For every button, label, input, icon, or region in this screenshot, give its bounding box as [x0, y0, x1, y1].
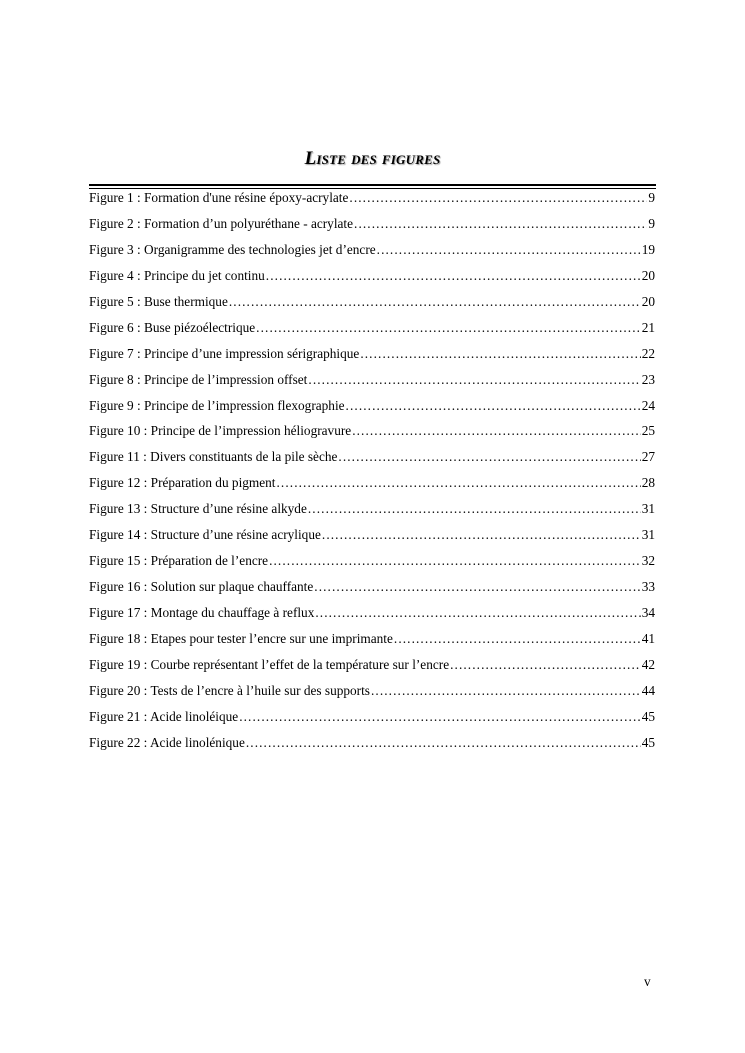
figure-entry[interactable] — [89, 421, 655, 447]
figure-entry[interactable] — [89, 266, 655, 292]
figure-entry-label: Figure 2 : Formation d’un polyuréthane - acrylate — [89, 215, 354, 231]
figure-entry-page: 22 — [641, 345, 655, 361]
dot-leader — [450, 655, 641, 674]
figure-entry[interactable] — [89, 240, 655, 266]
figure-entry-page: 21 — [641, 319, 655, 335]
figure-entry-label: Figure 19 : Courbe représentant l’effet de la température sur l’encre — [89, 656, 450, 672]
figure-entry-page: 32 — [641, 553, 655, 569]
figure-entry-page: 28 — [641, 475, 655, 491]
dot-leader — [377, 240, 641, 259]
figure-entry[interactable] — [89, 292, 655, 318]
figure-entry[interactable] — [89, 603, 655, 629]
figure-entry-page: 9 — [648, 215, 655, 231]
figure-entry[interactable] — [89, 499, 655, 525]
dot-leader — [308, 499, 641, 518]
figure-entry-page: 31 — [641, 501, 655, 517]
figure-entry-page: 45 — [641, 734, 655, 750]
figure-entry-page: 44 — [641, 682, 655, 698]
figure-entry-label: Figure 8 : Principe de l’impression offset — [89, 371, 308, 387]
figure-entry[interactable] — [89, 655, 655, 681]
figure-entry-label: Figure 12 : Préparation du pigment — [89, 475, 276, 491]
figure-entry-page: 9 — [648, 190, 655, 205]
figure-entry-label: Figure 21 : Acide linoléique — [89, 708, 239, 724]
figure-entry[interactable] — [89, 473, 655, 499]
figure-entry[interactable] — [89, 370, 655, 396]
figure-entry-label: Figure 20 : Tests de l’encre à l’huile sur des supports — [89, 682, 370, 698]
figure-entry[interactable] — [89, 214, 655, 240]
dot-leader — [338, 447, 640, 466]
figure-entry-page: 33 — [641, 579, 655, 595]
dot-leader — [277, 473, 641, 492]
dot-leader — [314, 577, 640, 596]
figure-entry[interactable] — [89, 551, 655, 577]
figure-entry-label: Figure 17 : Montage du chauffage à reflux — [89, 605, 315, 620]
dot-leader — [229, 292, 641, 311]
dot-leader — [246, 733, 641, 752]
figure-entry-page: 23 — [641, 371, 655, 387]
dot-leader — [266, 266, 641, 285]
figure-entry-page: 20 — [641, 293, 655, 309]
figure-entry-page: 19 — [641, 241, 655, 257]
figure-entry-label: Figure 3 : Organigramme des technologies jet d’encre — [89, 241, 376, 257]
figure-entry-label: Figure 15 : Préparation de l’encre — [89, 553, 269, 569]
dot-leader — [239, 707, 641, 726]
figure-entry[interactable] — [89, 188, 655, 214]
figure-entry-label: Figure 1 : Formation d'une résine époxy-acrylate — [89, 190, 349, 205]
figure-entry-label: Figure 13 : Structure d’une résine alkyde — [89, 501, 307, 517]
figure-entry[interactable] — [89, 733, 655, 759]
figure-entry-label: Figure 14 : Structure d’une résine acrylique — [89, 527, 321, 543]
page-number: v — [644, 974, 651, 989]
figure-entry-label: Figure 11 : Divers constituants de la pile sèche — [89, 449, 338, 465]
figure-entry-page: 25 — [641, 423, 655, 439]
list-of-figures — [89, 188, 655, 759]
dot-leader — [394, 629, 641, 648]
figure-entry-page: 31 — [641, 527, 655, 543]
figure-entry-page: 27 — [641, 449, 655, 465]
figure-entry[interactable] — [89, 396, 655, 422]
figure-entry[interactable] — [89, 318, 655, 344]
figure-entry-label: Figure 18 : Etapes pour tester l’encre sur une imprimante — [89, 630, 393, 646]
dot-leader — [352, 421, 641, 440]
dot-leader — [346, 396, 641, 415]
figure-entry[interactable] — [89, 577, 655, 603]
figure-entry[interactable] — [89, 681, 655, 707]
dot-leader — [308, 370, 640, 389]
dot-leader — [349, 188, 647, 207]
figure-entry-label: Figure 6 : Buse piézoélectrique — [89, 319, 256, 335]
title-rule-thick — [89, 184, 656, 186]
figure-entry-label: Figure 9 : Principe de l’impression flexographie — [89, 397, 345, 413]
figure-entry-label: Figure 16 : Solution sur plaque chauffante — [89, 579, 314, 595]
page-title: Liste des figures — [304, 148, 441, 169]
figure-entry-page: 24 — [641, 397, 655, 413]
figure-entry-page: 42 — [641, 656, 655, 672]
figure-entry[interactable] — [89, 707, 655, 733]
figure-entry[interactable] — [89, 525, 655, 551]
figure-entry[interactable] — [89, 447, 655, 473]
figure-entry-label: Figure 10 : Principe de l’impression héliogravure — [89, 423, 352, 439]
dot-leader — [322, 525, 641, 544]
dot-leader — [360, 344, 640, 363]
figure-entry-label: Figure 4 : Principe du jet continu — [89, 267, 265, 283]
dot-leader — [354, 214, 647, 233]
figure-entry-page: 20 — [641, 267, 655, 283]
dot-leader — [315, 603, 640, 622]
figure-entry-page: 45 — [641, 708, 655, 724]
figure-entry-label: Figure 22 : Acide linolénique — [89, 734, 245, 750]
dot-leader — [371, 681, 641, 700]
figure-entry-page: 34 — [641, 605, 655, 620]
figure-entry-label: Figure 7 : Principe d’une impression sérigraphique — [89, 345, 360, 361]
figure-entry-label: Figure 5 : Buse thermique — [89, 293, 228, 309]
figure-entry[interactable] — [89, 344, 655, 370]
figure-entry[interactable] — [89, 629, 655, 655]
dot-leader — [256, 318, 641, 337]
dot-leader — [269, 551, 641, 570]
figure-entry-page: 41 — [641, 630, 655, 646]
